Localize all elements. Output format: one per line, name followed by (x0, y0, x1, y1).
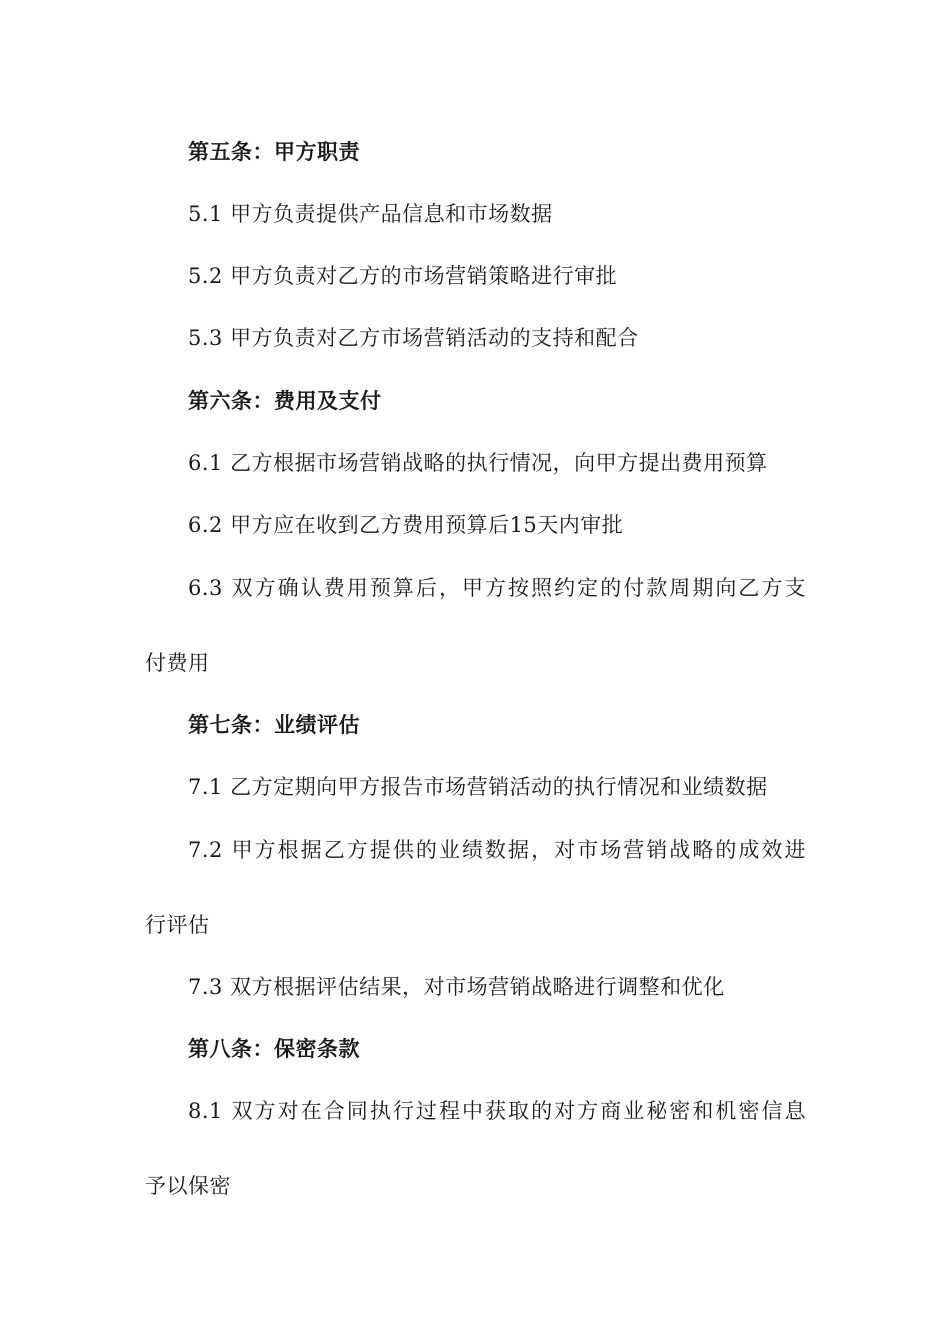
clause-7-2-line2: 行评估 (145, 913, 210, 937)
clause-8-1-line2: 予以保密 (145, 1174, 231, 1198)
clause-6-3-line2: 付费用 (145, 651, 210, 675)
clause-7-1: 7.1 乙方定期向甲方报告市场营销活动的执行情况和业绩数据 (188, 775, 768, 799)
clause-5-2: 5.2 甲方负责对乙方的市场营销策略进行审批 (188, 264, 618, 288)
clause-7-3: 7.3 双方根据评估结果，对市场营销战略进行调整和优化 (188, 975, 725, 999)
section-heading-7: 第七条：业绩评估 (188, 713, 360, 737)
clause-6-1: 6.1 乙方根据市场营销战略的执行情况，向甲方提出费用预算 (188, 451, 768, 475)
section-heading-8: 第八条：保密条款 (188, 1037, 360, 1061)
clause-5-3: 5.3 甲方负责对乙方市场营销活动的支持和配合 (188, 326, 639, 350)
clause-8-1-line1: 8.1 双方对在合同执行过程中获取的对方商业秘密和机密信息 (188, 1099, 806, 1123)
clause-7-2-line1: 7.2 甲方根据乙方提供的业绩数据，对市场营销战略的成效进 (188, 838, 806, 862)
clause-6-3-line1: 6.3 双方确认费用预算后，甲方按照约定的付款周期向乙方支 (188, 576, 806, 600)
section-heading-5: 第五条：甲方职责 (188, 140, 360, 164)
clause-6-2: 6.2 甲方应在收到乙方费用预算后15天内审批 (188, 513, 624, 537)
clause-5-1: 5.1 甲方负责提供产品信息和市场数据 (188, 202, 553, 226)
section-heading-6: 第六条：费用及支付 (188, 389, 382, 413)
